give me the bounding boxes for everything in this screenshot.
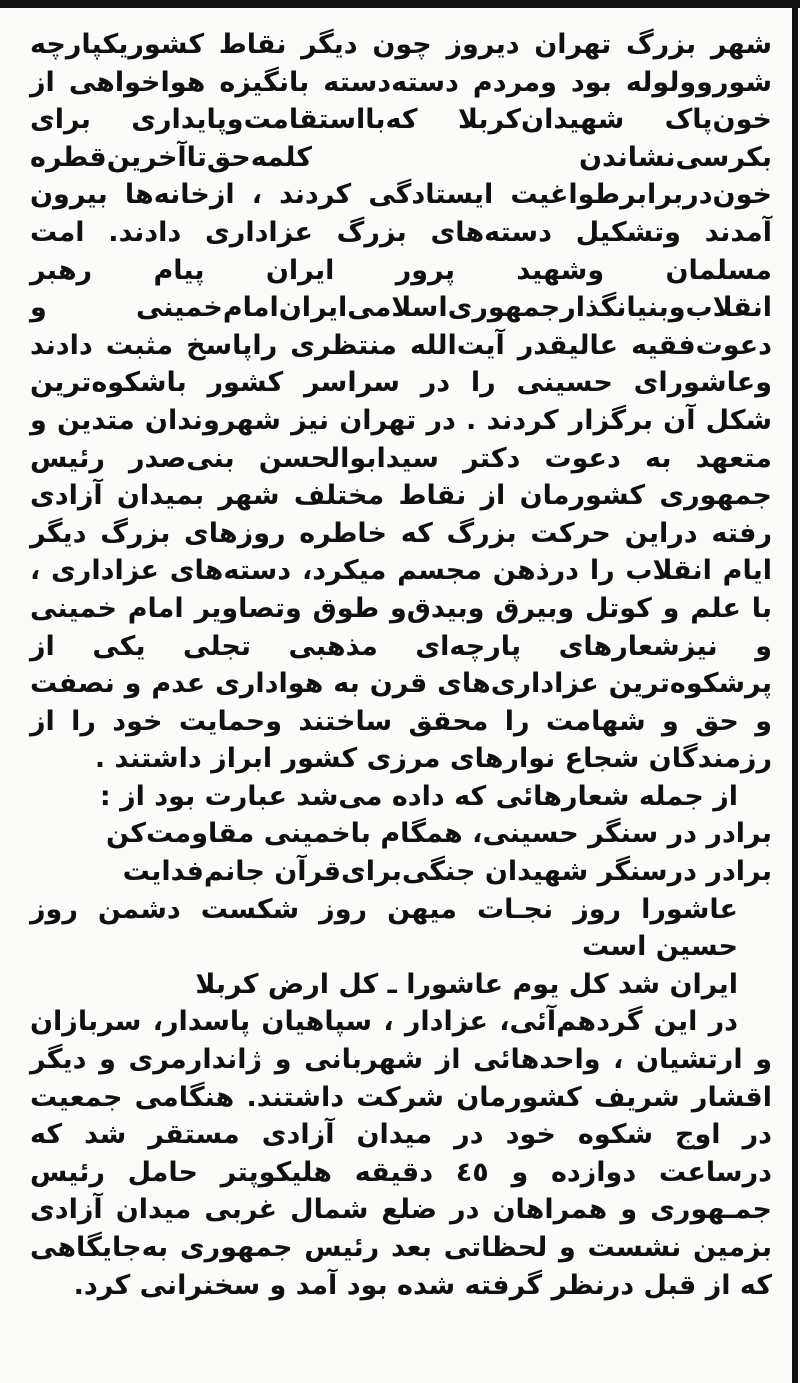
slogan-line: برادر در سنگر حسینی، همگام باخمینی مقاومت‌کن [105, 818, 772, 850]
column-border-rule [792, 0, 798, 1383]
slogan-line: برادر درسنگر شهیدان جنگی‌برای‌قرآن جانم‌فدایت [122, 856, 772, 888]
slogans-intro: از جمله شعارهائی که داده می‌شد عبارت بود از : [99, 780, 738, 812]
article-paragraph-closing: در این گردهم‌آئی، عزادار ، سپاهیان پاسدار، سربازان و ارتشیان ، واحدهائی از شهربانی و ژاندارمری و دیگر اقشار شریف کشورمان شرکت داشتند. هنگامی جمعیت در اوج شکوه خود در میدان آزادی مستقر شد که درساعت دوازده و ٤٥ دقیقه هلیکوپتر حامل رئیس جمـهوری و همراهان در ضلع شمال غربی میدان آزادی بزمین نشست و لحظاتی بعد رئیس جمهوری به‌جایگاهی که از قبل درنظر گرفته شده بود آمد و سخنرانی کرد. [30, 1006, 772, 1301]
slogan-line: عاشورا روز نجـات میهن روز شکست دشمن روز حسین است [30, 893, 738, 963]
article-body [30, 26, 772, 1304]
slogan-line: ایران شد کل یوم عاشورا ـ کل ارض کربلا [195, 968, 738, 1000]
article-paragraph-main: شهر بزرگ تهران دیروز چون دیگر نقاط کشوریکپارچه شوروولوله بود ومردم دسته‌دسته بانگیزه هواخواهی از خون‌پاک شهیدان‌کربلا که‌بااستقامت‌وپایداری برای بکرسی‌نشاندن کلمه‌حق‌تاآخرین‌قطره خون‌دربرابرطواغیت ایستادگی کردند ، ازخانه‌ها بیرون آمدند وتشکیل دسته‌های بزرگ عزاداری دادند. امت مسلمان وشهید پرور ایران پیام رهبر انقلاب‌وبنیانگذارجمهوری‌اسلامی‌ایران‌امام‌خمینی و دعوت‌فقیه عالیقدر آیت‌الله منتظری راپاسخ مثبت دادند وعاشورای حسینی را در سراسر کشور باشکوه‌ترین شکل آن برگزار کردند . در تهران نیز شهروندان متدین و متعهد به دعوت دکتر سیدابوالحسن بنی‌صدر رئیس جمهوری کشورمان از نقاط مختلف شهر بمیدان آزادی رفته دراین حرکت بزرگ که خاطره روزهای بزرگ دیگر ایام انقلاب را درذهن مجسم میکرد، دسته‌های عزاداری ، با علم و کوتل وبیرق وبیدق‌و طوق وتصاویر امام خمینی و نیزشعارهای پارچه‌ای مذهبی تجلی یکی از پرشکوه‌ترین عزاداری‌های قرن به هواداری عدم و نصفت و حق و شهامت را محقق ساختند وحمایت خود را از رزمندگان شجاع نوارهای مرزی کشور ابراز داشتند . [30, 29, 772, 775]
top-border-rule [0, 0, 800, 8]
